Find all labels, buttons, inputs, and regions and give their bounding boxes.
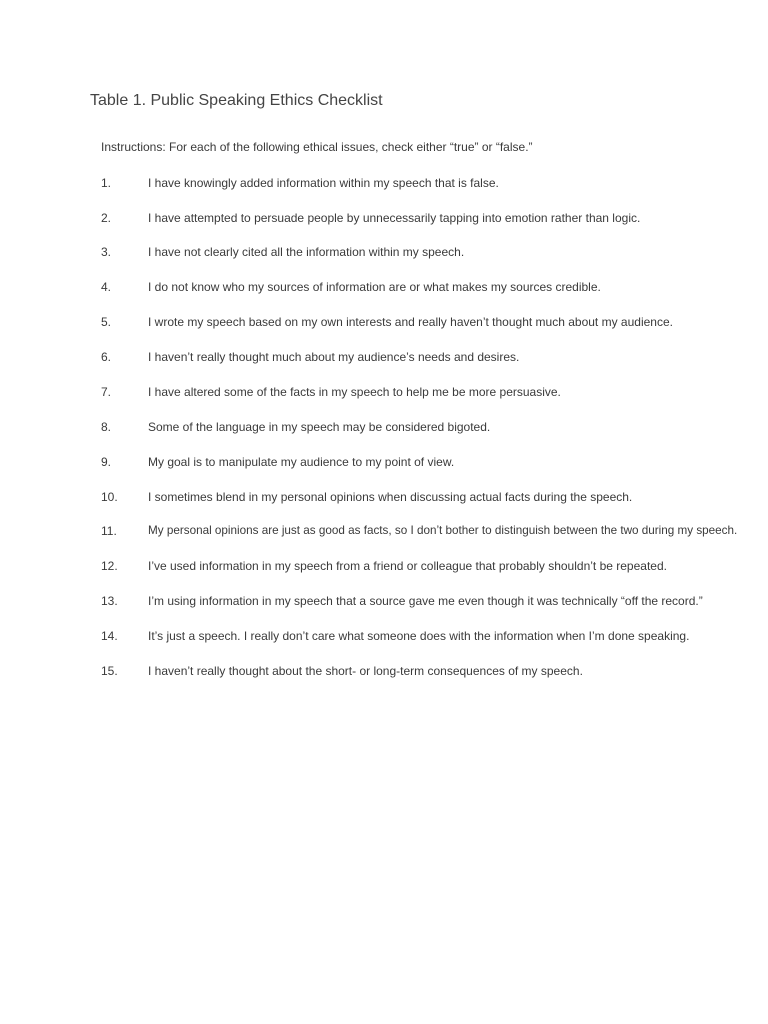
item-text: I have knowingly added information within my speech that is false. (148, 176, 499, 190)
item-number: 12. (101, 559, 118, 573)
item-number: 7. (101, 385, 112, 399)
item-number: 5. (101, 315, 112, 329)
item-text: I have attempted to persuade people by unnecessarily tapping into emotion rather than logic. (148, 211, 641, 225)
item-number: 11. (101, 524, 117, 538)
item-number: 3. (101, 245, 112, 259)
item-text: My goal is to manipulate my audience to my point of view. (148, 455, 455, 469)
item-text: I have not clearly cited all the information within my speech. (148, 245, 465, 259)
item-number: 15. (101, 664, 118, 678)
item-number: 10. (101, 490, 118, 504)
item-number: 4. (101, 280, 112, 294)
item-text: Some of the language in my speech may be considered bigoted. (148, 420, 491, 434)
item-text: I sometimes blend in my personal opinions when discussing actual facts during the speech. (148, 490, 633, 504)
item-text: I haven’t really thought much about my audience’s needs and desires. (148, 350, 520, 364)
page-title: Table 1. Public Speaking Ethics Checklist (90, 92, 383, 109)
item-text: I’m using information in my speech that a source gave me even though it was technically “off the record.” (148, 594, 703, 608)
item-text: My personal opinions are just as good as facts, so I don’t bother to distinguish between the two during my speech. (148, 524, 738, 537)
item-text: It’s just a speech. I really don’t care what someone does with the information when I’m done speaking. (148, 629, 690, 643)
item-text: I have altered some of the facts in my speech to help me be more persuasive. (148, 385, 561, 399)
instructions-text: Instructions: For each of the following ethical issues, check either “true” or “false.” (101, 140, 533, 154)
item-number: 1. (101, 176, 112, 190)
item-number: 13. (101, 594, 118, 608)
item-number: 14. (101, 629, 118, 643)
item-text: I’ve used information in my speech from a friend or colleague that probably shouldn’t be repeated. (148, 559, 667, 573)
item-text: I do not know who my sources of information are or what makes my sources credible. (148, 280, 601, 294)
item-text: I haven’t really thought about the short- or long-term consequences of my speech. (148, 664, 583, 678)
item-text: I wrote my speech based on my own interests and really haven’t thought much about my audience. (148, 315, 673, 329)
item-number: 6. (101, 350, 112, 364)
item-number: 8. (101, 420, 112, 434)
item-number: 9. (101, 455, 112, 469)
item-number: 2. (101, 211, 112, 225)
